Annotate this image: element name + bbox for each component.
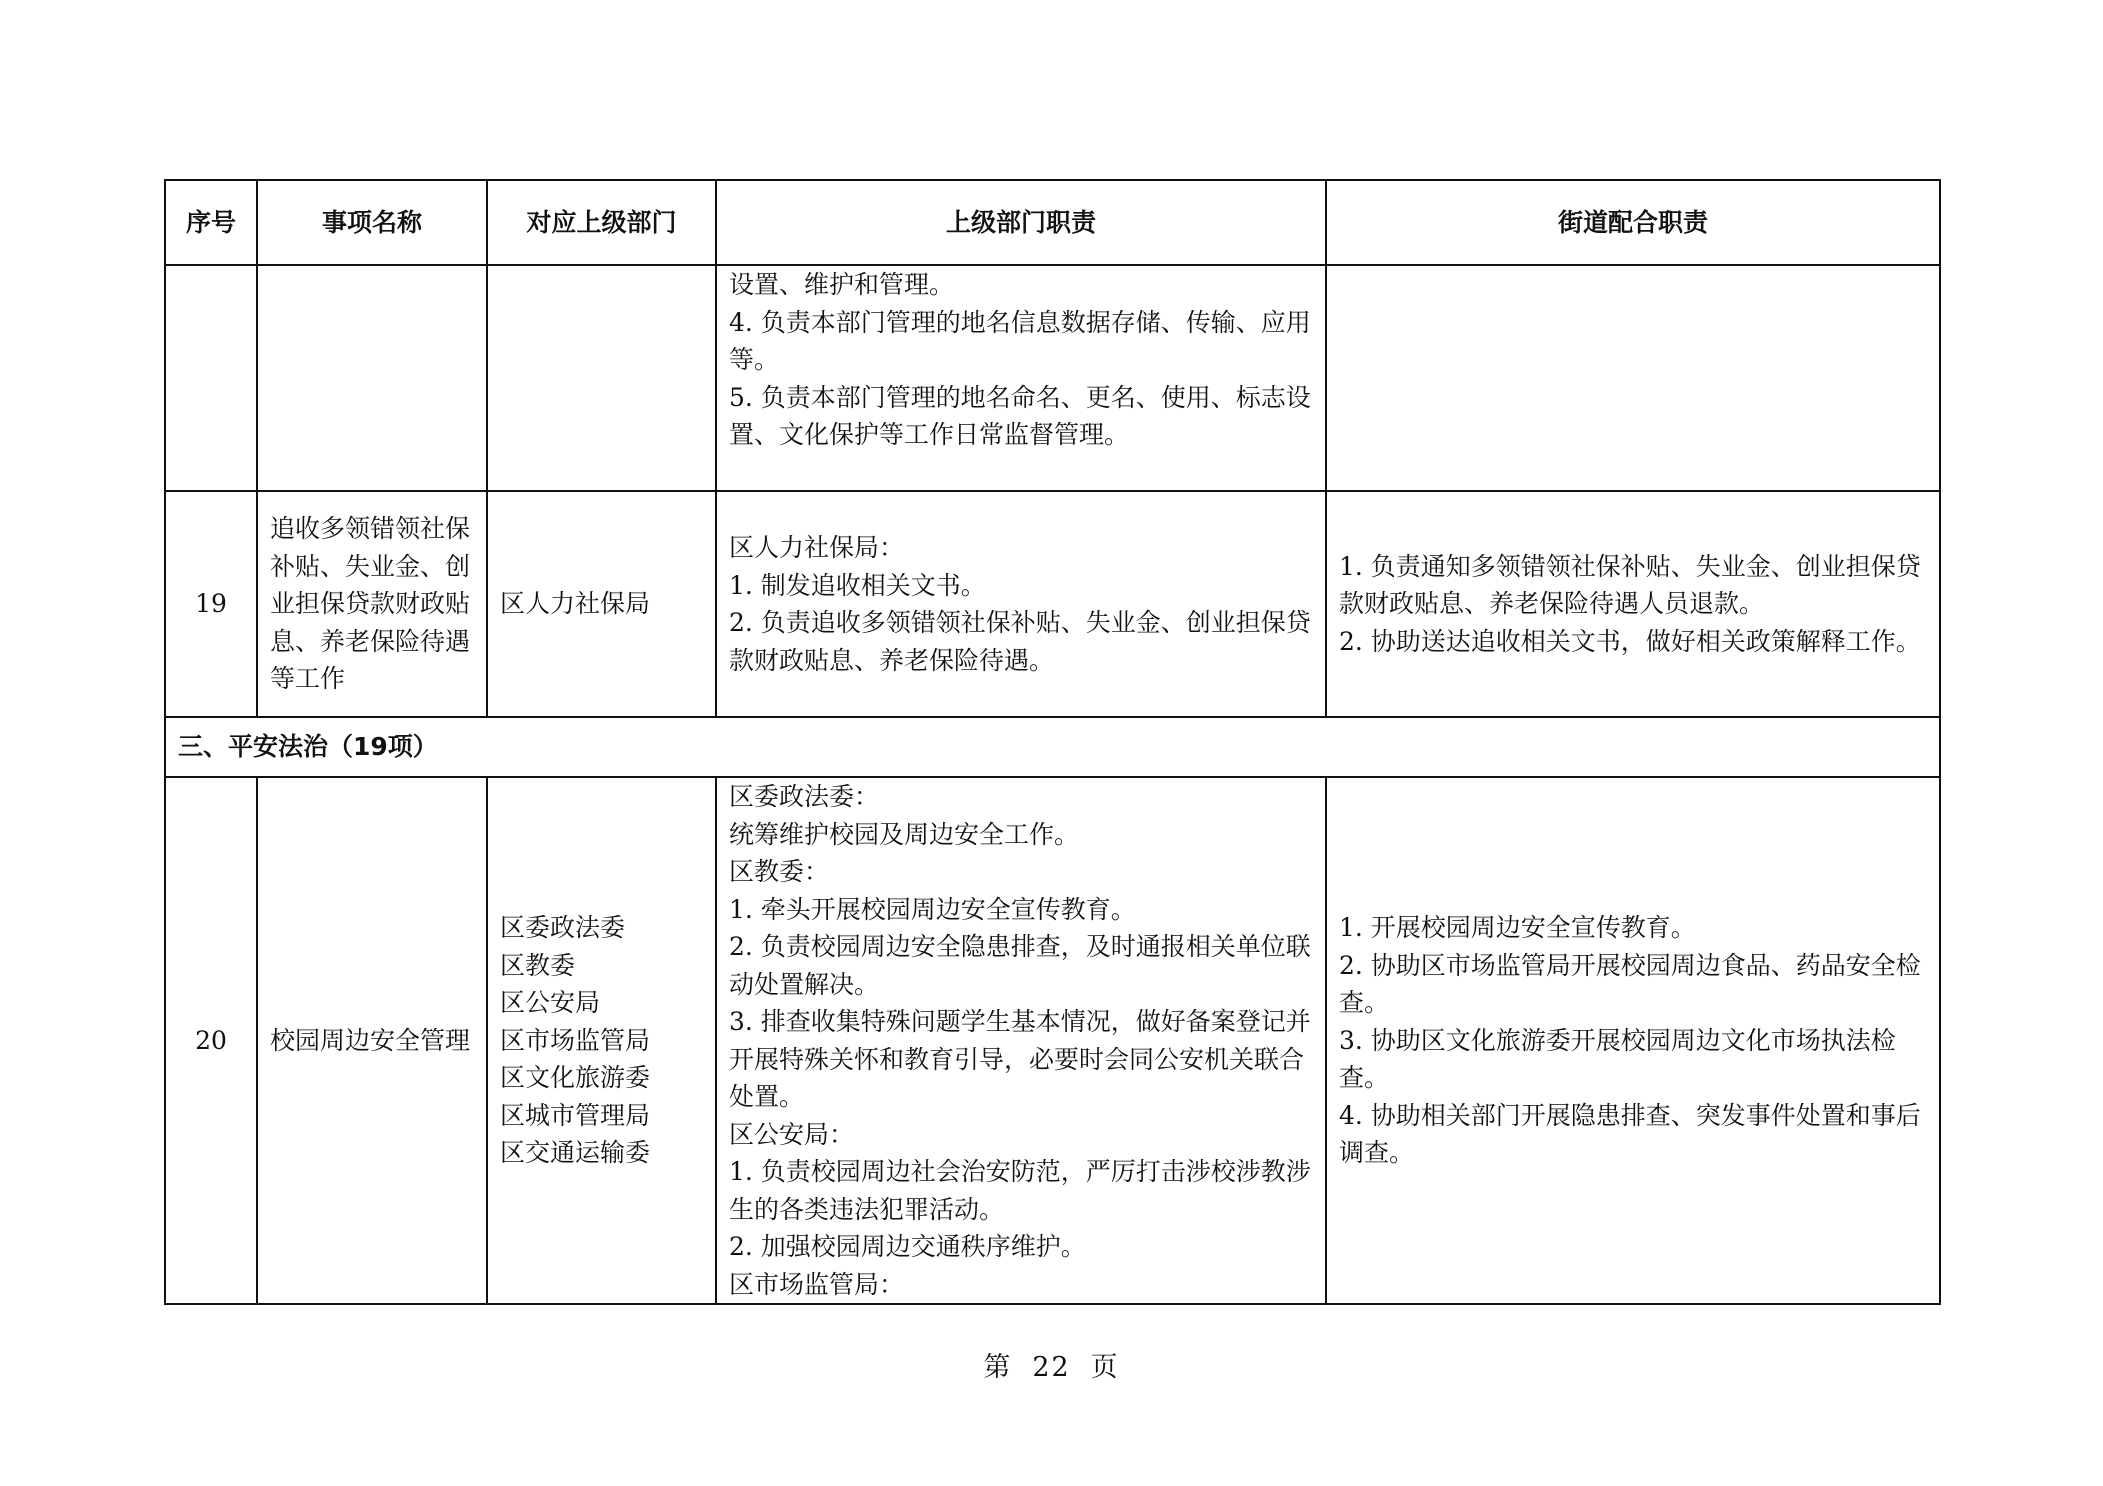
header-street-duty: 街道配合职责 [1326, 180, 1940, 265]
row-street-duty: 1. 开展校园周边安全宣传教育。 2. 协助区市场监管局开展校园周边食品、药品安全检查。 3. 协助区文化旅游委开展校园周边文化市场执法检查。 4. 协助相关部门开展隐患排查、突发事件处置和事后调查。 [1326, 777, 1940, 1304]
header-no: 序号 [165, 180, 257, 265]
table-row [165, 265, 1940, 491]
row-item-name: 追收多领错领社保补贴、失业金、创业担保贷款财政贴息、养老保险待遇等工作 [257, 491, 487, 717]
row-no [165, 265, 257, 491]
responsibility-table [164, 179, 1941, 1305]
page-value: 22 [1032, 1352, 1071, 1383]
section-title: 三、平安法治（19项） [165, 717, 1940, 777]
row-street-duty: 1. 负责通知多领错领社保补贴、失业金、创业担保贷款财政贴息、养老保险待遇人员退款。 2. 协助送达追收相关文书，做好相关政策解释工作。 [1326, 491, 1940, 717]
header-row [165, 180, 1940, 265]
header-superior-duty: 上级部门职责 [716, 180, 1326, 265]
page-prefix: 第 [983, 1352, 1013, 1383]
row-superior-duty: 设置、维护和管理。 4. 负责本部门管理的地名信息数据存储、传输、应用等。 5. 负责本部门管理的地名命名、更名、使用、标志设置、文化保护等工作日常监督管理。 [716, 265, 1326, 491]
table-row [165, 491, 1940, 717]
header-item-name: 事项名称 [257, 180, 487, 265]
row-no: 20 [165, 777, 257, 1304]
row-item-name [257, 265, 487, 491]
row-superior-dept: 区委政法委 区教委 区公安局 区市场监管局 区文化旅游委 区城市管理局 区交通运输委 [487, 777, 716, 1304]
row-street-duty [1326, 265, 1940, 491]
page-number [0, 1345, 2103, 1384]
header-superior-dept: 对应上级部门 [487, 180, 716, 265]
row-superior-dept [487, 265, 716, 491]
section-row [165, 717, 1940, 777]
row-superior-dept: 区人力社保局 [487, 491, 716, 717]
row-no: 19 [165, 491, 257, 717]
table-row [165, 777, 1940, 1304]
row-item-name: 校园周边安全管理 [257, 777, 487, 1304]
page-suffix: 页 [1090, 1352, 1120, 1383]
row-superior-duty: 区委政法委： 统筹维护校园及周边安全工作。 区教委： 1. 牵头开展校园周边安全宣传教育。 2. 负责校园周边安全隐患排查，及时通报相关单位联动处置解决。 3. 排查收集特殊问题学生基本情况，做好备案登记并开展特殊关怀和教育引导，必要时会同公安机关联合处置。 区公安局： 1. 负责校园周边社会治安防范，严厉打击涉校涉教涉生的各类违法犯罪活动。 2. 加强校园周边交通秩序维护。 区市场监管局： [716, 777, 1326, 1304]
row-superior-duty: 区人力社保局： 1. 制发追收相关文书。 2. 负责追收多领错领社保补贴、失业金、创业担保贷款财政贴息、养老保险待遇。 [716, 491, 1326, 717]
